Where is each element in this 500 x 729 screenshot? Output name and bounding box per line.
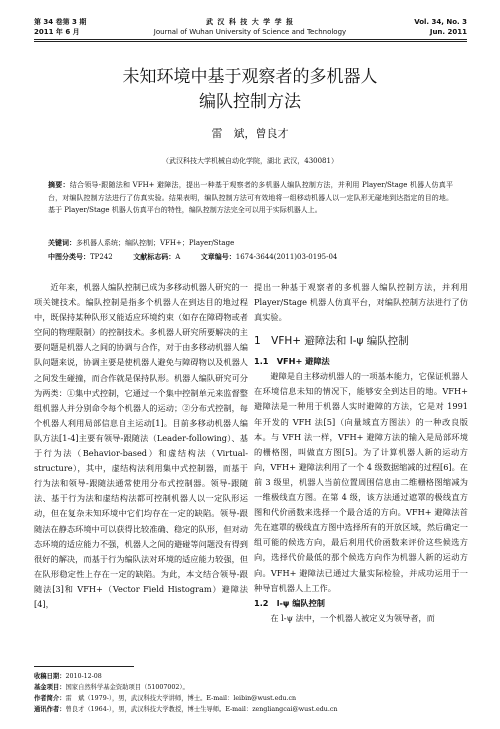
contact-text: 曾良才（1964-），男，武汉科技大学教授，博士生导师。E-mail：zengliangcai@wust.edu.cn	[65, 706, 338, 713]
contact-label: 通讯作者：	[34, 706, 66, 713]
footnote-author	[34, 693, 467, 705]
paper-title-line1: 未知环境中基于观察者的多机器人	[122, 67, 378, 87]
fund-label: 基金项目：	[34, 684, 66, 691]
keywords-label: 关键词：	[48, 239, 76, 247]
author-label: 作者简介：	[34, 695, 66, 702]
keywords-text: 多机器人系统；编队控制；VFH+；Player/Stage	[76, 239, 235, 247]
header-rule-double	[34, 41, 467, 42]
fund-text: 国家自然科学基金资助项目（51007002）。	[65, 684, 189, 691]
volume-en: Vol. 34, No. 3	[414, 18, 467, 26]
abstract-label: 摘要：	[48, 181, 70, 189]
abstract-text: 结合领导-跟随法和 VFH+ 避障法，提出一种基于观察者的多机器人编队控制方法，并利用 Player/Stage 机器人仿真平台，对编队控制方法进行了仿真实验。结果表明，编队控制方法可有效地将一组移动机器人以一定队形无碰地到达指定的目的地。基于 Player/Stage 机器人仿真平台的特性，编队控制方法完全可以用于实际机器人上。	[48, 181, 454, 214]
received-date: 2010-12-08	[65, 673, 102, 680]
classification-row	[48, 251, 453, 264]
author-text: 雷 斌（1979-），男，武汉科技大学讲师，博士。E-mail：leibin@wust.edu.cn	[65, 695, 297, 702]
keywords	[48, 237, 453, 250]
right-column	[254, 280, 468, 626]
authors: 雷 斌，曾良才	[211, 127, 289, 140]
abstract	[48, 179, 453, 217]
footnote-contact	[34, 704, 467, 716]
journal-name-cn: 武 汉 科 技 大 学 学 报	[205, 18, 295, 26]
clc-value: TP242	[90, 253, 113, 261]
footnote-fund	[34, 682, 467, 694]
intro-continuation: 提出一种基于观察者的多机器人编队控制方法，并利用 Player/Stage 机器人仿真平台，对编队控制方法进行了仿真实验。	[254, 282, 468, 323]
section-1-1-text: 避障是自主移动机器人的一项基本能力，它保证机器人在环境信息未知的情况下，能够安全到达目的地。VFH+ 避障法是一种用于机器人实时避障的方法，它是对 1991 年开发的 VFH 法[5]（向量域直方图法）的一种改良版本。与 VFH 法一样，VFH+ 避障方法的输入是局部环境的栅格图，叫做直方图[5]。为了计算机器人新的运动方向，VFH+ 避障法利用了一个 4 级数据缩减的过程[6]。在前 3 级里，机器人当前位置周围信息由二维栅格图缩减为一维极线直方图。在第 4 级，该方法通过遮罩的极线直方图和代价函数来选择一个最合适的方向。VFH+ 避障法首先在遮罩的极线直方图中选择所有的开放区域，然后确定一组可能的候选方向，最后利用代价函数来评价这些候选方向，选择代价最低的那个候选方向作为机器人新的运动方向。VFH+ 避障法已通过大量实际检验，并成功运用于一种导盲机器人上工作。	[254, 371, 468, 593]
volume-issue: 第 34 卷第 3 期	[34, 18, 87, 26]
section-1-heading: 1 VFH+ 避障法和 l-ψ 编队控制	[254, 335, 409, 348]
received-label: 收稿日期：	[34, 673, 66, 680]
section-1-1-heading: 1.1 VFH+ 避障法	[254, 356, 330, 367]
doc-code-label: 文献标志码：	[133, 253, 176, 261]
affiliation: （武汉科技大学机械自动化学院，湖北 武汉，430081）	[162, 157, 338, 165]
date-en: Jun. 2011	[429, 28, 467, 36]
paper-title-line2: 编队控制方法	[199, 92, 301, 112]
footnote-received	[34, 671, 467, 683]
doc-code-value: A	[175, 253, 181, 261]
article-no-label: 文章编号：	[200, 253, 236, 261]
section-1-2-heading: 1.2 l-ψ 编队控制	[254, 597, 325, 608]
introduction-paragraph: 近年来，机器人编队控制已成为多移动机器人研究的一项关键技术。编队控制是指多个机器人在到达目的地过程中，既保持某种队形又能适应环境约束（如存在障碍物或者空间的物理限制）的控制技术。多机器人研究所要解决的主要问题是机器人之间的协调与合作，对于由多移动机器人编队问题来说，协调主要是使机器人避免与障碍物以及机器人之间发生碰撞，而合作就是保持队形。机器人编队研究可分为两类：①集中式控制，它通过一个集中控制单元来监督整组机器人并分别命令每个机器人的运动；②分布式控制，每个机器人利用局部信息自主运动[1]。目前多移动机器人编队方法[1-4]主要有领导-跟随法（Leader-following）、基于行为法（Behavior-based）和虚结构法（Virtual-structure），其中，虚结构法利用集中式控制器，而基于行为法和领导-跟随法通常使用分布式控制器。领导-跟随法、基于行为法和虚结构法都可控制机器人以一定队形运动，但在复杂未知环境中它们均存在一定的缺陷。领导-跟随法在静态环境中可以获得比较准确、稳定的队形，但对动态环境的适应能力不强，机器人之间的避碰等问题没有得到很好的解决，而基于行为编队法对环境的适应能力较强，但在队形稳定性上存在一定的缺陷。为此，本文结合领导-跟随法[3]和 VFH+（Vector Field Histogram）避障法[4]，	[34, 282, 248, 609]
clc-label: 中图分类号：	[48, 253, 90, 261]
left-column	[34, 280, 248, 612]
date-cn: 2011 年 6 月	[34, 28, 80, 36]
article-no-value: 1674-3644(2011)03-0195-04	[235, 253, 338, 261]
journal-name-en: Journal of Wuhan University of Science and Technology	[153, 28, 347, 36]
header-rule	[34, 39, 467, 40]
section-1-2-text: 在 l-ψ 法中，一个机器人被定义为领导者，而	[270, 612, 435, 623]
footnote-rule	[34, 666, 134, 667]
